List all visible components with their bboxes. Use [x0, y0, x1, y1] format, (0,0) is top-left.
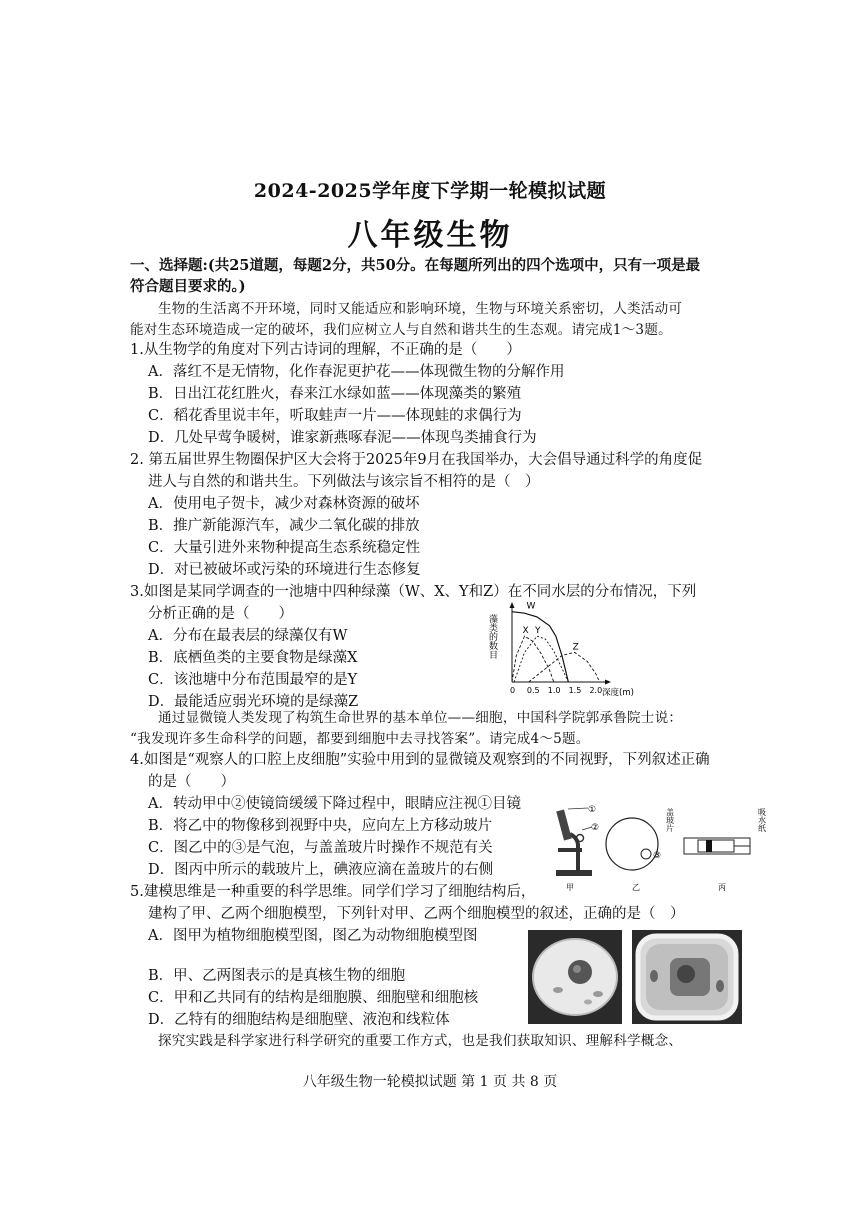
x-tick-label: 2.0 [589, 686, 603, 695]
series-label-x: X [522, 626, 529, 637]
algae-depth-chart [487, 600, 650, 700]
page-footer: 八年级生物一轮模拟试题 第 1 页 共 8 页 [302, 1074, 558, 1090]
label-yi: 乙 [632, 883, 640, 892]
intro1-line2: 能对生态环境造成一定的破坏，我们应树立人与自然和谐共生的生态观。请完成1～3题。 [130, 322, 672, 338]
q3-option-c: C．该池塘中分布范围最窄的是Y [148, 672, 358, 688]
q3-stem-line1: 3.如图是某同学调查的一池塘中四种绿藻（W、X、Y和Z）在不同水层的分布情况，下列 [130, 584, 697, 600]
cover-slip [698, 840, 734, 852]
q4-stem-line1: 4.如图是“观察人的口腔上皮细胞”实验中用到的显微镜及观察到的不同视野，下列叙述正确 [130, 752, 710, 768]
intro2-line1: 通过显微镜人类发现了构筑生命世界的基本单位——细胞，中国科学院郭承鲁院士说： [158, 710, 683, 726]
microscope-tube [556, 809, 571, 840]
cell-jia-organelle [584, 1000, 592, 1005]
exam-year-title: 2024-2025学年度下学期一轮模拟试题 [253, 180, 607, 202]
air-bubble [641, 849, 651, 859]
q1-option-b: B．日出江花红胜火，春来江水绿如蓝——体现藻类的繁殖 [148, 386, 522, 402]
chart-ticks-group [510, 686, 602, 695]
cell-models-figure [528, 930, 742, 1024]
q5-option-b: B．甲、乙两图表示的是真核生物的细胞 [148, 968, 406, 984]
cell-jia-organelle [593, 991, 603, 997]
microscope-drawing [556, 805, 599, 876]
q2-stem-line1: 2. 第五届世界生物圈保护区大会将于2025年9月在我国举办，大会倡导通过科学的角度促 [130, 452, 703, 468]
section-heading-line1: 一、选择题:(共25道题，每题2分，共50分。在每题所列出的四个选项中，只有一项是最 [130, 257, 701, 274]
series-line-x [512, 636, 554, 682]
label-bing: 丙 [718, 883, 726, 892]
marker-3: ③ [653, 851, 662, 861]
cell-jia-nucleus [568, 960, 592, 984]
cell-model-jia [528, 930, 622, 1024]
q2-option-a: A．使用电子贺卡，减少对森林资源的破坏 [148, 496, 420, 512]
q2-option-d: D．对已被破坏或污染的环境进行生态修复 [148, 562, 421, 578]
q1-stem: 1.从生物学的角度对下列古诗词的理解，不正确的是（ ） [130, 342, 521, 358]
cell-yi-chloroplast [650, 970, 658, 982]
cell-yi-chloroplast [716, 980, 724, 992]
stain-block [706, 840, 712, 852]
absorb-paper-label: 吸水纸 [757, 808, 767, 832]
q5-stem-line2: 建构了甲、乙两个细胞模型，下列针对甲、乙两个细胞模型的叙述，正确的是（ ） [148, 906, 685, 922]
q5-option-c: C．甲和乙共同有的结构是细胞膜、细胞壁和细胞核 [148, 990, 479, 1006]
chart-series-group [512, 602, 600, 682]
label-jia: 甲 [566, 883, 574, 892]
x-tick-label: 0.5 [526, 686, 540, 695]
q5-option-d: D．乙特有的细胞结构是细胞壁、液泡和线粒体 [148, 1012, 450, 1028]
marker-1: ① [588, 805, 597, 815]
section-heading-line2: 符合题目要求的。) [130, 278, 246, 295]
series-line-y [514, 636, 568, 682]
q4-option-d: D．图丙中所示的载玻片上，碘液应滴在盖玻片的右侧 [148, 862, 494, 878]
intro3-line1: 探究实践是科学家进行科学研究的重要工作方式，也是我们获取知识、理解科学概念、 [158, 1033, 683, 1049]
view-circle [606, 818, 658, 870]
cell-jia-organelle [553, 987, 563, 993]
chart-xlabel: 深度(m) [602, 688, 634, 698]
intro1-line1: 生物的生活离不开环境，同时又能适应和影响环境，生物与环境关系密切，人类活动可 [158, 301, 683, 317]
q4-option-a: A．转动甲中②使镜筒缓缓下降过程中，眼睛应注视①目镜 [148, 796, 521, 812]
x-tick-label: 1.0 [547, 686, 561, 695]
q2-option-b: B．推广新能源汽车，减少二氧化碳的排放 [148, 518, 420, 534]
q4-figure [548, 800, 778, 892]
series-label-y: Y [535, 626, 541, 637]
microscope-stage [558, 848, 582, 852]
q5-stem-line1: 5.建模思维是一种重要的科学思维。同学们学习了细胞结构后， [130, 884, 536, 900]
microscope-base [556, 870, 592, 876]
q4-option-b: B．将乙中的物像移到视野中央，应向左上方移动玻片 [148, 818, 493, 834]
chart-ylabel: 藻类的数目 [487, 614, 497, 659]
q3-option-a: A．分布在最表层的绿藻仅有W [148, 628, 348, 644]
q1-option-a: A．落红不是无情物，化作春泥更护花——体现微生物的分解作用 [148, 364, 565, 380]
subject-title: 八年级生物 [347, 218, 513, 253]
marker-2: ② [591, 823, 600, 833]
cell-model-yi [632, 930, 742, 1024]
q1-option-c: C．稻花香里说丰年，听取蛙声一片——体现蛙的求偶行为 [148, 408, 522, 424]
chart-x-arrow [605, 680, 611, 685]
q4-option-c: C．图乙中的③是气泡，与盖盖玻片时操作不规范有关 [148, 840, 493, 856]
field-of-view-drawing [606, 818, 661, 870]
cover-slip-label: 盖玻片 [665, 808, 675, 832]
cell-yi-nucleus [677, 965, 695, 983]
q2-stem-line2: 进人与自然的和谐共生。下列做法与该宗旨不相符的是（ ） [148, 474, 540, 490]
q3-option-d: D．最能适应弱光环境的是绿藻Z [148, 694, 359, 710]
q1-option-d: D．几处早莺争暖树，谁家新燕啄春泥——体现鸟类捕食行为 [148, 430, 537, 446]
q3-stem-line2: 分析正确的是（ ） [148, 606, 293, 622]
chart-y-arrow [510, 602, 515, 608]
q3-option-b: B．底栖鱼类的主要食物是绿藻X [148, 650, 358, 666]
slide-drawing [666, 807, 767, 854]
series-label-w: W [526, 601, 536, 612]
q2-option-c: C．大量引进外来物种提高生态系统稳定性 [148, 540, 421, 556]
x-tick-label: 1.5 [568, 686, 582, 695]
q4-stem-line2: 的是（ ） [148, 774, 235, 790]
leader-1 [568, 808, 588, 809]
cell-jia-nucleolus [573, 965, 581, 973]
x-tick-label: 0 [510, 686, 516, 695]
series-label-z: Z [572, 642, 579, 653]
intro2-line2: “我发现许多生命科学的问题，都要到细胞中去寻找答案”。请完成4～5题。 [130, 731, 590, 747]
q5-option-a: A．图甲为植物细胞模型图，图乙为动物细胞模型图 [148, 928, 478, 944]
